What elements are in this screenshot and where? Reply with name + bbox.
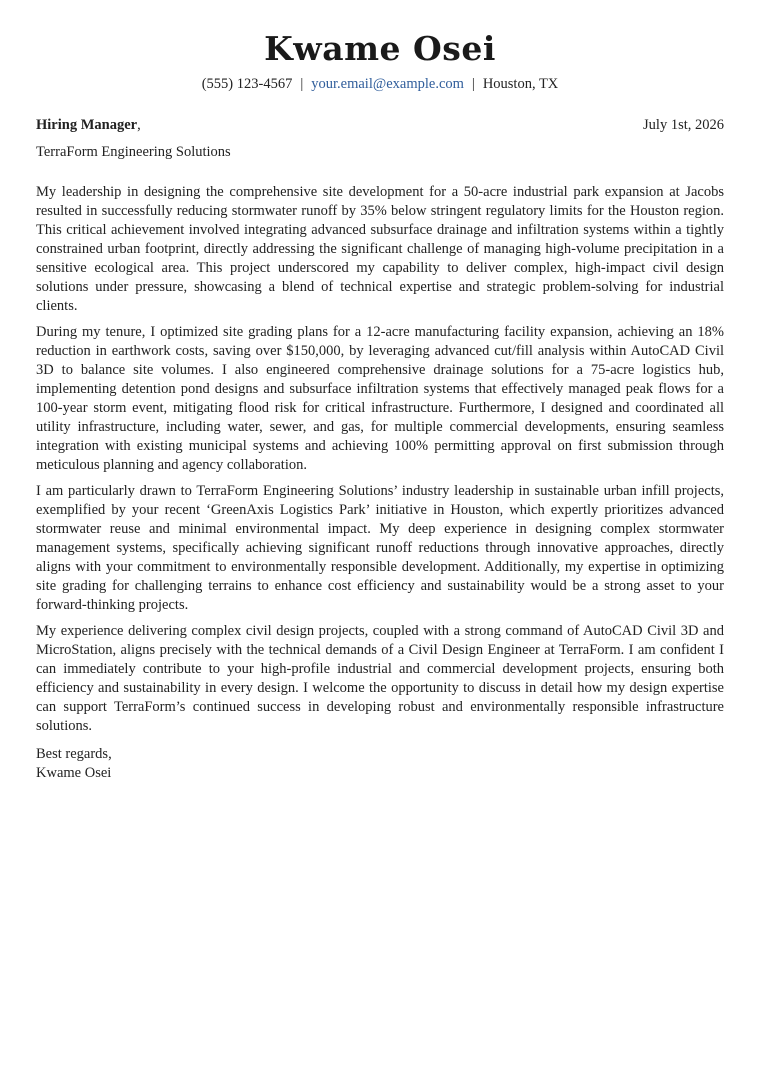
contact-separator: |: [300, 76, 304, 92]
recipient-salutation: [36, 116, 141, 134]
email-link[interactable]: your.email@example.com: [311, 76, 464, 92]
body-paragraph-4: My experience delivering complex civil design projects, coupled with a strong command of AutoCAD Civil 3D and MicroStation, aligns precisely with the technical demands of a Civil Design Engineer at TerraForm. I am confident I can immediately contribute to your high-profile industrial and commercial development projects, ensuring both efficiency and sustainability in every design. I welcome the opportunity to discuss in detail how my design expertise can support TerraForm’s continued success in developing robust and environmentally responsible infrastructure solutions.: [36, 623, 724, 734]
applicant-name: Kwame Osei: [264, 29, 496, 68]
signature-name: Kwame Osei: [36, 765, 112, 781]
letter-date: July 1st, 2026: [643, 117, 724, 133]
contact-line: [36, 75, 724, 93]
body-paragraph-3: I am particularly drawn to TerraForm Engineering Solutions’ industry leadership in sustainable urban infill projects, exemplified by your recent ‘GreenAxis Logistics Park’ initiative in Houston, which expertly prioritizes advanced stormwater reuse and minimal environmental impact. My deep experience in designing complex stormwater management systems, specifically achieving significant runoff reductions through innovative approaches, directly aligns with your commitment to environmentally responsible development. Additionally, my expertise in optimizing site grading for challenging terrains to enhance cost efficiency and sustainability would be a strong asset to your forward-thinking projects.: [36, 483, 724, 613]
location: Houston, TX: [482, 76, 559, 92]
contact-separator: |: [471, 76, 475, 92]
signoff: Best regards,: [36, 746, 112, 762]
letter-body: [36, 183, 724, 736]
body-paragraph-1: My leadership in designing the comprehensive site development for a 50-acre industrial park expansion at Jacobs resulted in successfully reducing stormwater runoff by 35% below stringent regulatory limits for the Houston region. This critical achievement involved integrating advanced subsurface drainage and infiltration systems within a tightly constrained urban footprint, directly addressing the significant challenge of managing high-volume precipitation in a sensitive ecological area. This project underscored my capability to deliver complex, high-impact civil design solutions under pressure, showcasing a blend of technical expertise and strategic problem-solving for industrial clients.: [36, 184, 724, 314]
body-paragraph-2: During my tenure, I optimized site grading plans for a 12-acre manufacturing facility expansion, achieving an 18% reduction in earthwork costs, saving over $150,000, by leveraging advanced cut/fill analysis within AutoCAD Civil 3D to balance site volumes. I also engineered comprehensive drainage solutions for a 75-acre logistics hub, implementing detention pond designs and subsurface infiltration systems that effectively managed peak flows for a 100-year storm event, mitigating flood risk for critical infrastructure. Furthermore, I designed and coordinated all utility infrastructure, including water, sewer, and gas, for multiple commercial developments, ensuring seamless integration with existing municipal systems and achieving 100% permitting approval on first submission through meticulous planning and agency collaboration.: [36, 324, 724, 473]
letter-closing: [36, 745, 724, 783]
salutation-comma: ,: [137, 117, 141, 133]
recipient-row: [36, 116, 724, 134]
phone-number: (555) 123-4567: [201, 76, 293, 92]
recipient-company: TerraForm Engineering Solutions: [36, 144, 231, 160]
recipient-name: Hiring Manager: [36, 117, 138, 133]
